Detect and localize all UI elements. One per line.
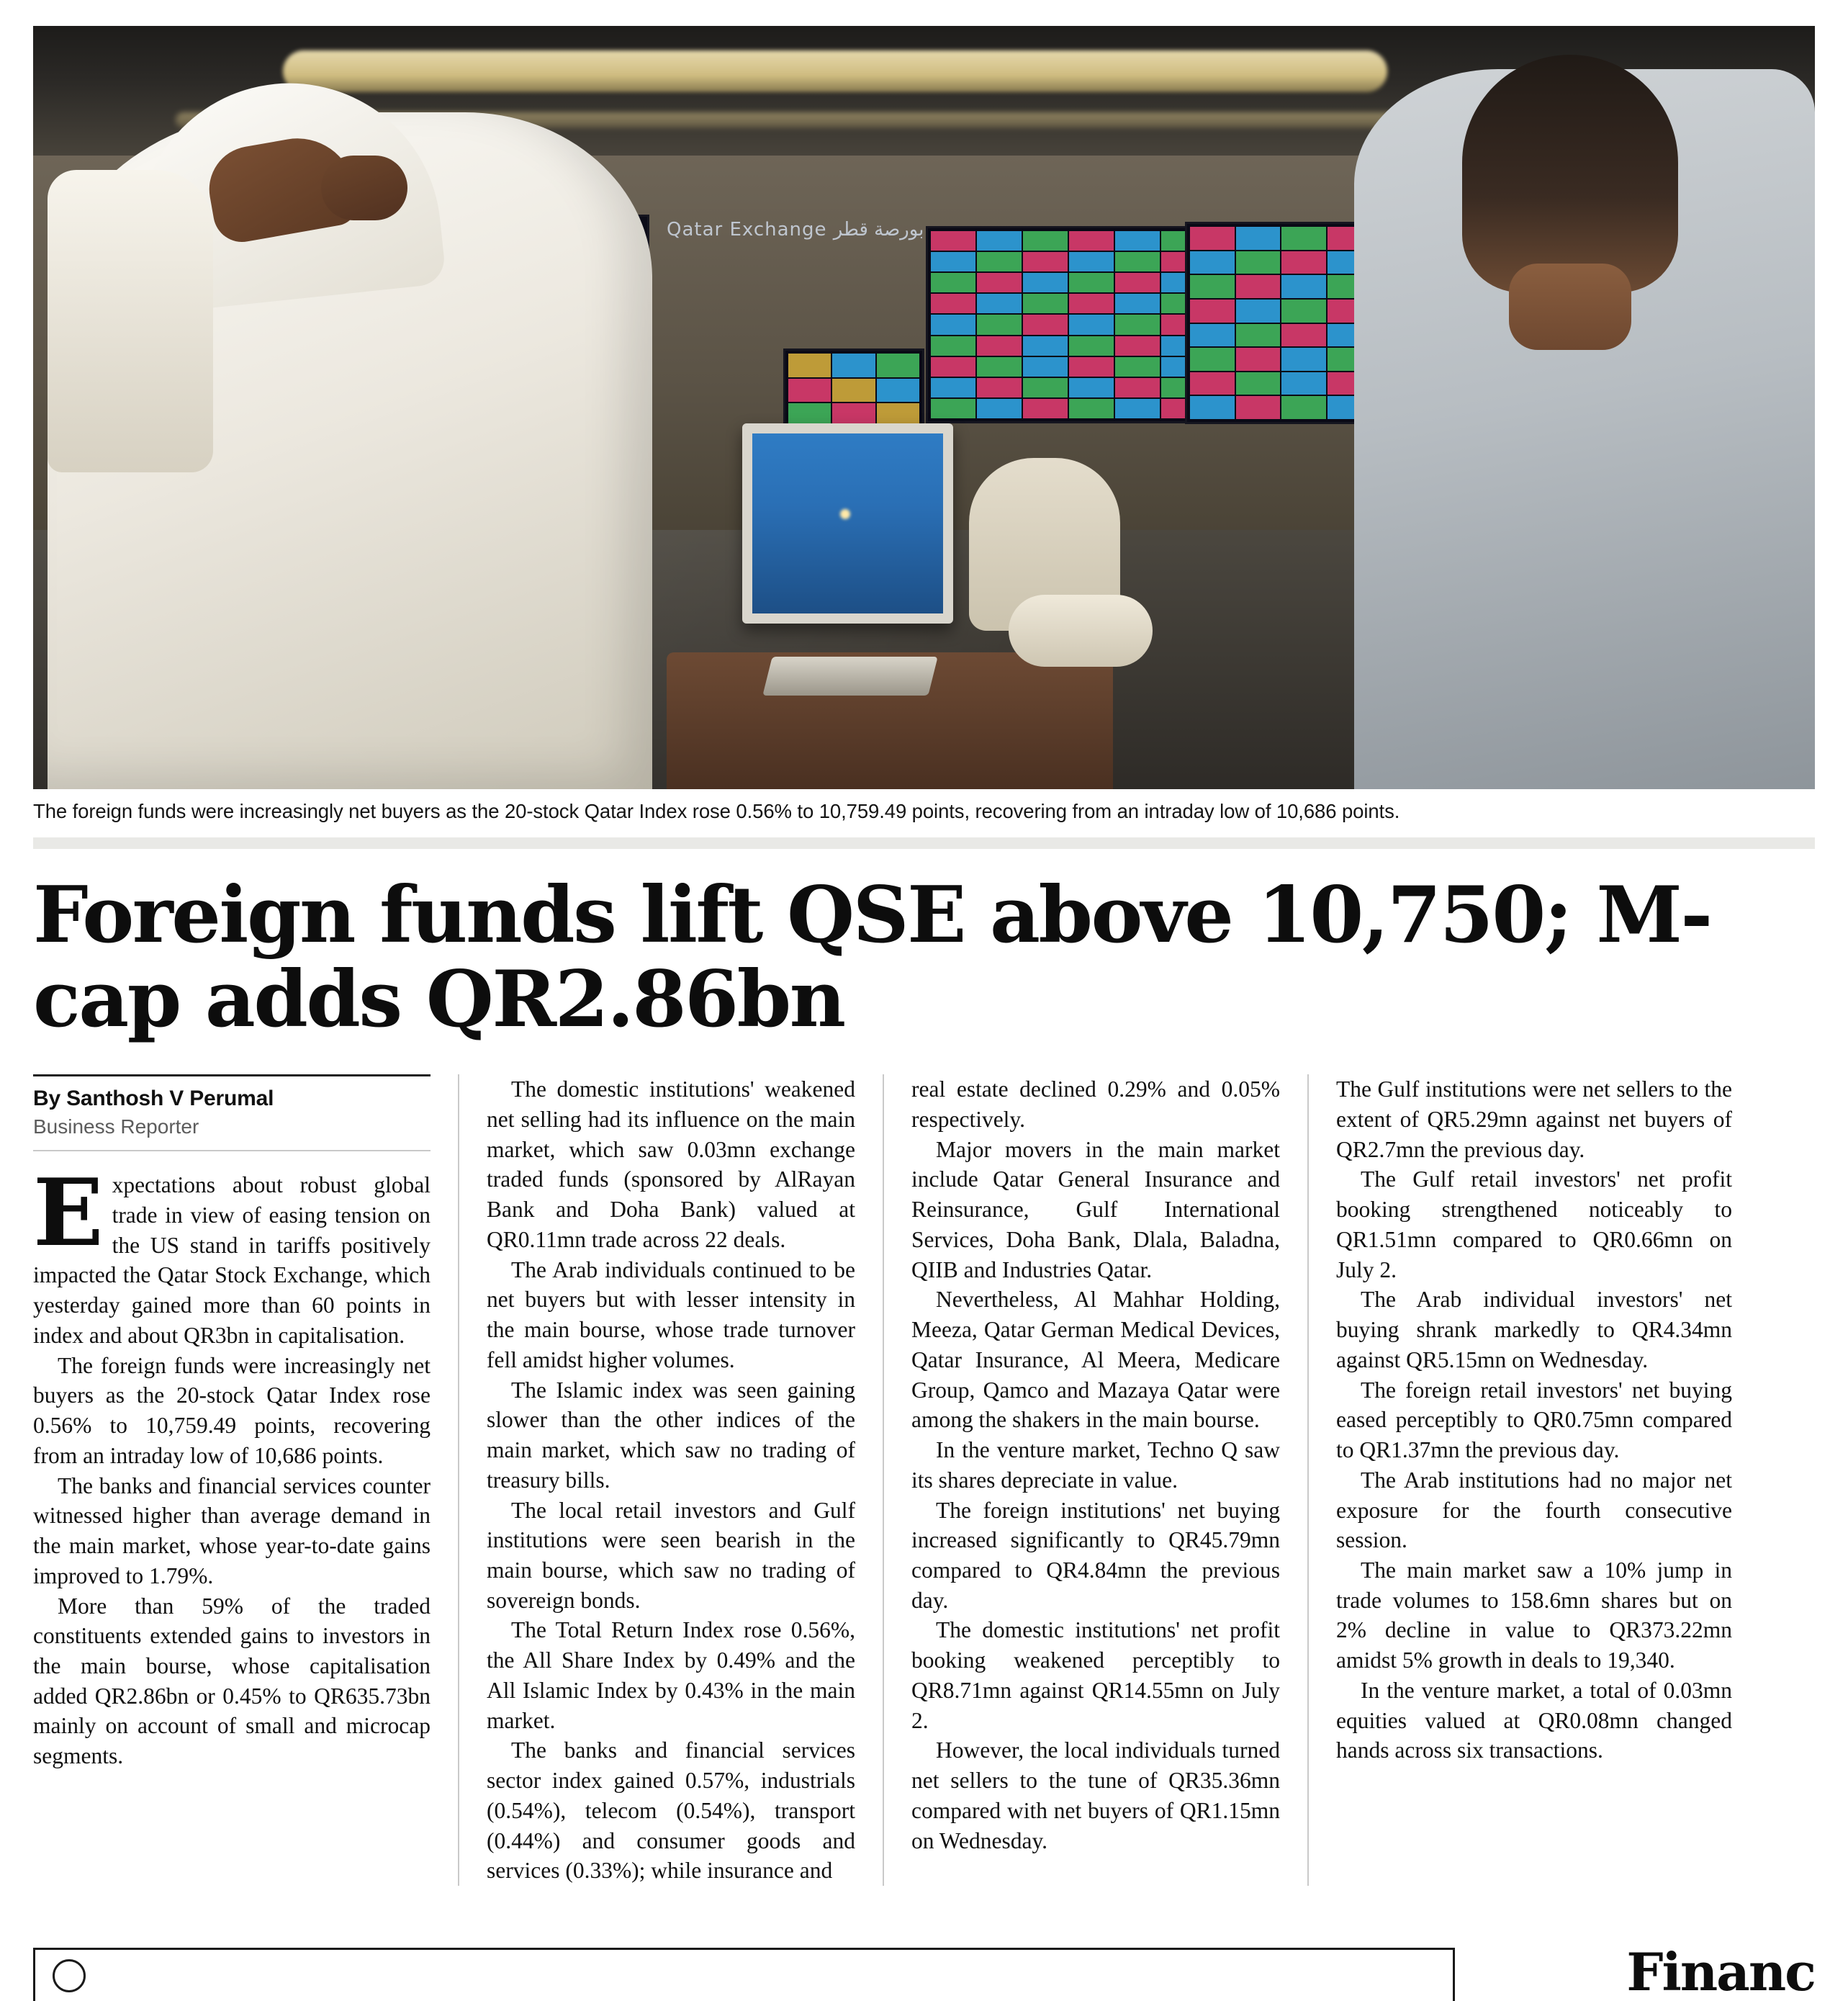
paragraph: More than 59% of the traded constituents extended gains to investors in the main bourse, whose capitalisation added QR2.86bn or 0.45% to QR635.73bn mainly on account of small and microcap segments. [33, 1593, 431, 1769]
page-title: Foreign funds lift QSE above 10,750; M-cap adds QR2.86bn [33, 870, 1711, 1045]
paragraph: The domestic institutions' net profit booking weakened perceptibly to QR8.71mn against QR14.55mn on July 2. [911, 1617, 1280, 1733]
article-photo [33, 26, 1815, 789]
paragraph: In the venture market, a total of 0.03mn equities valued at QR0.08mn changed hands across six transactions. [1336, 1677, 1732, 1763]
paragraph: The main market saw a 10% jump in trade volumes to 158.6mn shares but on 2% decline in value to QR373.22mn amidst 5% growth in deals to 19,340. [1336, 1557, 1732, 1673]
byline-author: By Santhosh V Perumal [33, 1087, 274, 1111]
column-4 [1307, 1074, 1732, 1886]
stock-board-4 [1185, 222, 1376, 424]
photo-caption: The foreign funds were increasingly net buyers as the 20-stock Qatar Index rose 0.56% to 10,759.49 points, recovering from an intraday low of 10,686 points. [33, 800, 1400, 822]
drop-cap: E [33, 1159, 104, 1268]
paragraph: The foreign retail investors' net buying eased perceptibly to QR0.75mn compared to QR1.37mn the previous day. [1336, 1377, 1732, 1463]
paragraph: The Arab individual investors' net buying shrank markedly to QR4.34mn against QR5.15mn on Wednesday. [1336, 1287, 1732, 1372]
stock-board-ticker [783, 349, 924, 432]
paragraph: In the venture market, Techno Q saw its shares depreciate in value. [911, 1437, 1280, 1493]
byline-role: Business Reporter [33, 1115, 199, 1138]
paragraph: The Arab individuals continued to be net buyers but with lesser intensity in the main bourse, whose trade turnover fell amidst higher volumes. [487, 1256, 855, 1372]
paragraph: The Gulf retail investors' net profit booking strengthened noticeably to QR1.51mn compared to QR0.66mn on July 2. [1336, 1166, 1732, 1282]
paragraph: The banks and financial services sector index gained 0.57%, industrials (0.54%), telecom (0.54%), transport (0.44%) and consumer goods and services (0.33%); while insurance and [487, 1737, 855, 1884]
paragraph: real estate declined 0.29% and 0.05% respectively. [911, 1076, 1280, 1132]
column-3 [883, 1074, 1307, 1886]
footer-brand: Financ [1626, 1948, 1815, 2001]
paragraph: Nevertheless, Al Mahhar Holding, Meeza, Qatar German Medical Devices, Qatar Insurance, Al Meera, Medicare Group, Qamco and Mazaya Qatar were among the shakers in the main bourse. [911, 1287, 1280, 1433]
byline-rule-bottom [33, 1150, 431, 1151]
qatar-exchange-logo: Qatar Exchange بورصة قطر [667, 219, 924, 240]
keyboard [762, 657, 937, 696]
desktop-monitor [742, 423, 953, 624]
paragraph: However, the local individuals turned net sellers to the tune of QR35.36mn compared with net buyers of QR1.15mn on Wednesday. [911, 1737, 1280, 1853]
paragraph: The Islamic index was seen gaining slower than the other indices of the main market, which saw no trading of treasury bills. [487, 1377, 855, 1493]
paragraph: The foreign funds were increasingly net buyers as the 20-stock Qatar Index rose 0.56% to 10,759.49 points, recovering from an intraday low of 10,686 points. [33, 1352, 431, 1468]
newspaper-page [0, 26, 1848, 2001]
headdress [48, 170, 213, 472]
column-2 [458, 1074, 883, 1886]
paragraph: Major movers in the main market include Qatar General Insurance and Reinsurance, Gulf International Services, Doha Bank, Dlala, Baladna, QIIB and Industries Qatar. [911, 1136, 1280, 1282]
circle-icon [53, 1959, 86, 1992]
paragraph: The domestic institutions' weakened net selling had its influence on the main market, which saw 0.03mn exchange traded funds (sponsored by AlRayan Bank and Doha Bank) valued at QR0.11mn trade across 22 deals. [487, 1076, 855, 1252]
paragraph [33, 1159, 431, 1350]
paragraph: The foreign institutions' net buying increased significantly to QR45.79mn compared to QR4.84mn the previous day. [911, 1497, 1280, 1613]
page-footer [33, 1948, 1815, 2001]
paragraph-text: xpectations about robust global trade in view of easing tension on the US stand in tariffs positively impacted the Qatar Stock Exchange, which yesterday gained more than 60 points in index and about QR3bn in capitalisation. [33, 1172, 431, 1348]
column-1 [33, 1074, 458, 1886]
paragraph: The local retail investors and Gulf institutions were seen bearish in the main bourse, which saw no trading of sovereign bonds. [487, 1497, 855, 1613]
paragraph: The Total Return Index rose 0.56%, the All Share Index by 0.49% and the All Islamic Index by 0.43% in the main market. [487, 1617, 855, 1733]
article-columns [33, 1074, 1815, 1886]
trader-right-figure [1354, 69, 1815, 789]
office-chair-second [1009, 595, 1153, 667]
footer-box [33, 1948, 1455, 2001]
paragraph: The Arab institutions had no major net exposure for the fourth consecutive session. [1336, 1467, 1732, 1553]
byline-rule-top [33, 1074, 431, 1076]
section-divider [33, 837, 1815, 849]
paragraph: The Gulf institutions were net sellers to the extent of QR5.29mn against net buyers of QR2.7mn the previous day. [1336, 1076, 1732, 1162]
paragraph: The banks and financial services counter witnessed higher than average demand in the main market, whose year-to-date gains improved to 1.79%. [33, 1472, 431, 1588]
photo-background [33, 26, 1815, 789]
stock-board-3 [926, 226, 1211, 423]
